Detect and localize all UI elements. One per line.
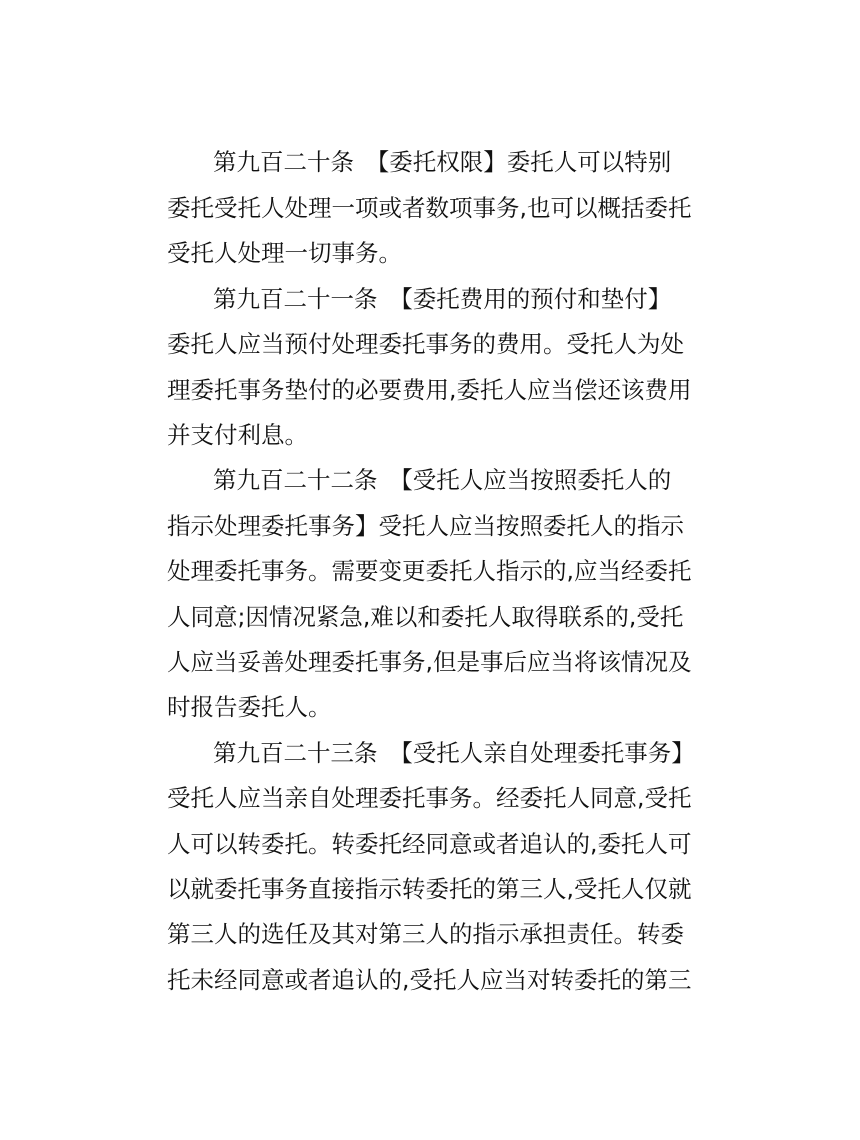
text-line: 委托受托人处理一项或者数项事务,也可以概括委托 (167, 194, 692, 222)
article-922-heading-line: 第九百二十二条 【受托人应当按照委托人的 (213, 466, 672, 494)
text-line: 处理委托事务。需要变更委托人指示的,应当经委托 (167, 557, 692, 585)
text-line: 理委托事务垫付的必要费用,委托人应当偿还该费用 (167, 376, 692, 404)
text-line: 委托人应当预付处理委托事务的费用。受托人为处 (167, 330, 684, 358)
article-923-heading-line: 第九百二十三条 【受托人亲自处理委托事务】 (213, 739, 695, 767)
article-921-heading-line: 第九百二十一条 【委托费用的预付和垫付】 (213, 285, 672, 313)
text-line: 人应当妥善处理委托事务,但是事后应当将该情况及 (167, 648, 692, 676)
text-line: 托未经同意或者追认的,受托人应当对转委托的第三 (167, 966, 692, 994)
text-line: 时报告委托人。 (167, 693, 332, 721)
article-920-heading-line: 第九百二十条 【委托权限】委托人可以特别 (213, 148, 672, 176)
text-line: 人同意;因情况紧急,难以和委托人取得联系的,受托 (167, 603, 684, 631)
text-line: 以就委托事务直接指示转委托的第三人,受托人仅就 (167, 875, 692, 903)
text-line: 人可以转委托。转委托经同意或者追认的,委托人可 (167, 830, 692, 858)
text-line: 第三人的选任及其对第三人的指示承担责任。转委 (167, 920, 684, 948)
text-line: 并支付利息。 (167, 421, 308, 449)
text-line: 受托人应当亲自处理委托事务。经委托人同意,受托 (167, 784, 692, 812)
text-line: 受托人处理一切事务。 (167, 239, 402, 267)
text-line: 指示处理委托事务】受托人应当按照委托人的指示 (167, 512, 684, 540)
